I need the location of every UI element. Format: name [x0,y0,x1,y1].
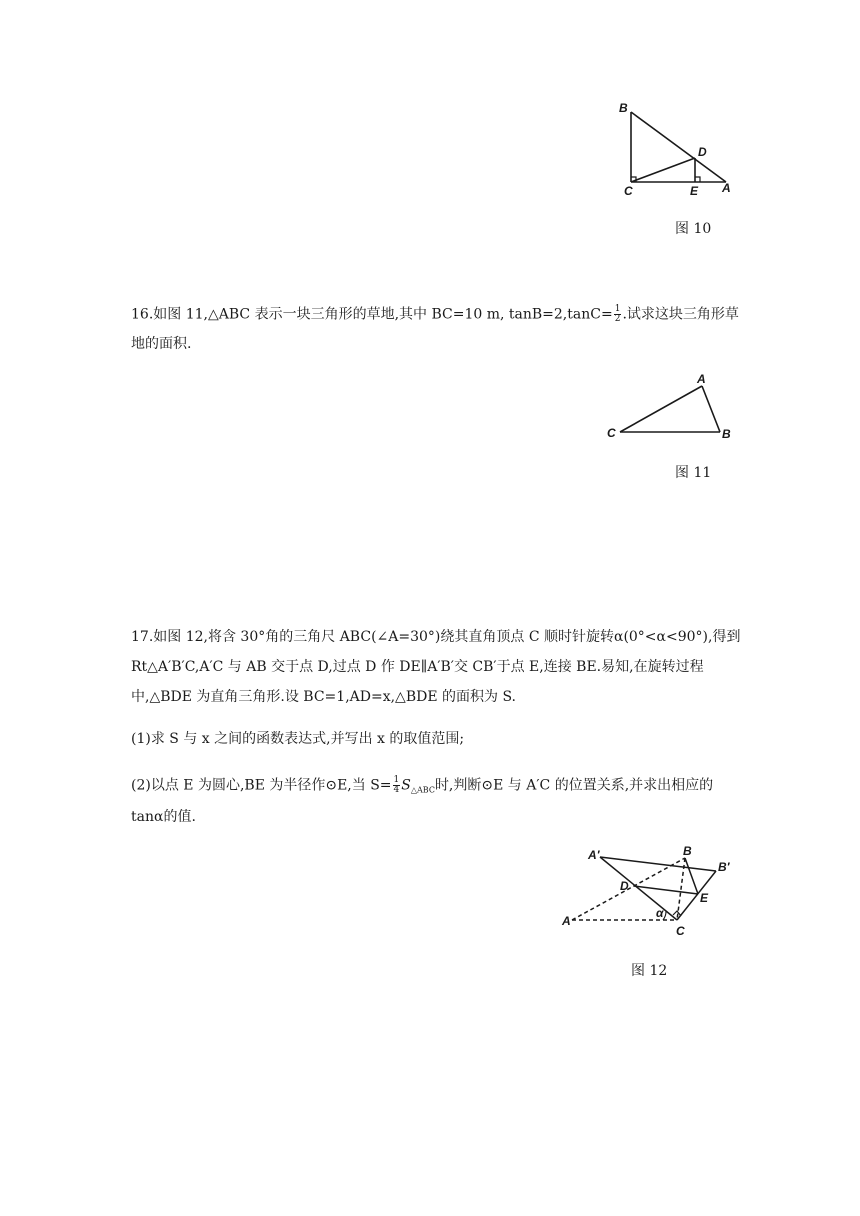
fig11-label-c: C [607,426,616,440]
question-17-line-3: 中,△BDE 为直角三角形.设 BC=1,AD=x,△BDE 的面积为 S. [131,689,516,705]
figure-10-caption: 图 10 [675,221,712,237]
question-16-line-1: 16.如图 11,△ABC 表示一块三角形的草地,其中 BC=10 m, tanB=2,tanC= $\frac{1}{2}$ .试求这块三角形草 [131,304,739,324]
fig11-label-a: A [697,372,706,386]
question-17-part-2-line-2: tanα的值. [131,809,196,825]
fig12-side-b1c [677,871,716,920]
fig10-label-a: A [722,181,731,195]
fig12-side-a1b1 [600,857,716,871]
question-17-part-2-line-1: (2)以点 E 为圆心,BE 为半径作⊙E,当 S= $\frac{1}{4}$ $S_{\triangle ABC}$时,判断⊙E 与 A′C 的位置关系,并求出相应的 [131,775,714,795]
fig11-side-ab [702,386,720,432]
fig10-label-d: D [698,145,707,159]
fig12-segment-be [685,858,698,894]
fig12-side-a1c [600,857,677,920]
figure-11-caption: 图 11 [675,465,712,481]
fraction-one-half: $\frac{1}{2}$ [614,304,621,324]
fig12-label-a-prime: A′ [588,848,600,862]
fig11-label-b: B [722,427,731,441]
fig10-label-e: E [690,184,699,198]
fraction-one-quarter: $\frac{1}{4}$ [393,775,400,795]
fig12-label-a: A [562,914,571,928]
question-17-line-2: Rt△A′B′C,A′C 与 AB 交于点 D,过点 D 作 DE∥A′B′交 CB′于点 E,连接 BE.易知,在旋转过程 [131,659,704,675]
fig10-side-ba [631,112,726,182]
fig10-label-c: C [624,184,633,198]
fig12-label-b: B [683,845,692,858]
fig12-label-d: D [620,879,629,893]
fig11-side-ca [620,386,702,432]
figure-12 [560,845,740,940]
fig12-label-alpha: α [656,906,664,920]
fig10-segment-cd [631,158,695,182]
question-17-part-1: (1)求 S 与 x 之间的函数表达式,并写出 x 的取值范围; [131,731,465,747]
figure-11 [600,372,745,442]
fig12-label-b-prime: B′ [718,860,730,874]
figure-10 [610,100,750,200]
question-17-line-1: 17.如图 12,将含 30°角的三角尺 ABC(∠A=30°)绕其直角顶点 C 顺时针旋转α(0°<α<90°),得到 [131,629,741,645]
fig12-label-e: E [700,891,709,905]
fig12-label-c: C [676,924,685,938]
fig10-label-b: B [619,101,628,115]
question-16-line-2: 地的面积. [131,336,192,352]
figure-12-caption: 图 12 [631,963,668,979]
